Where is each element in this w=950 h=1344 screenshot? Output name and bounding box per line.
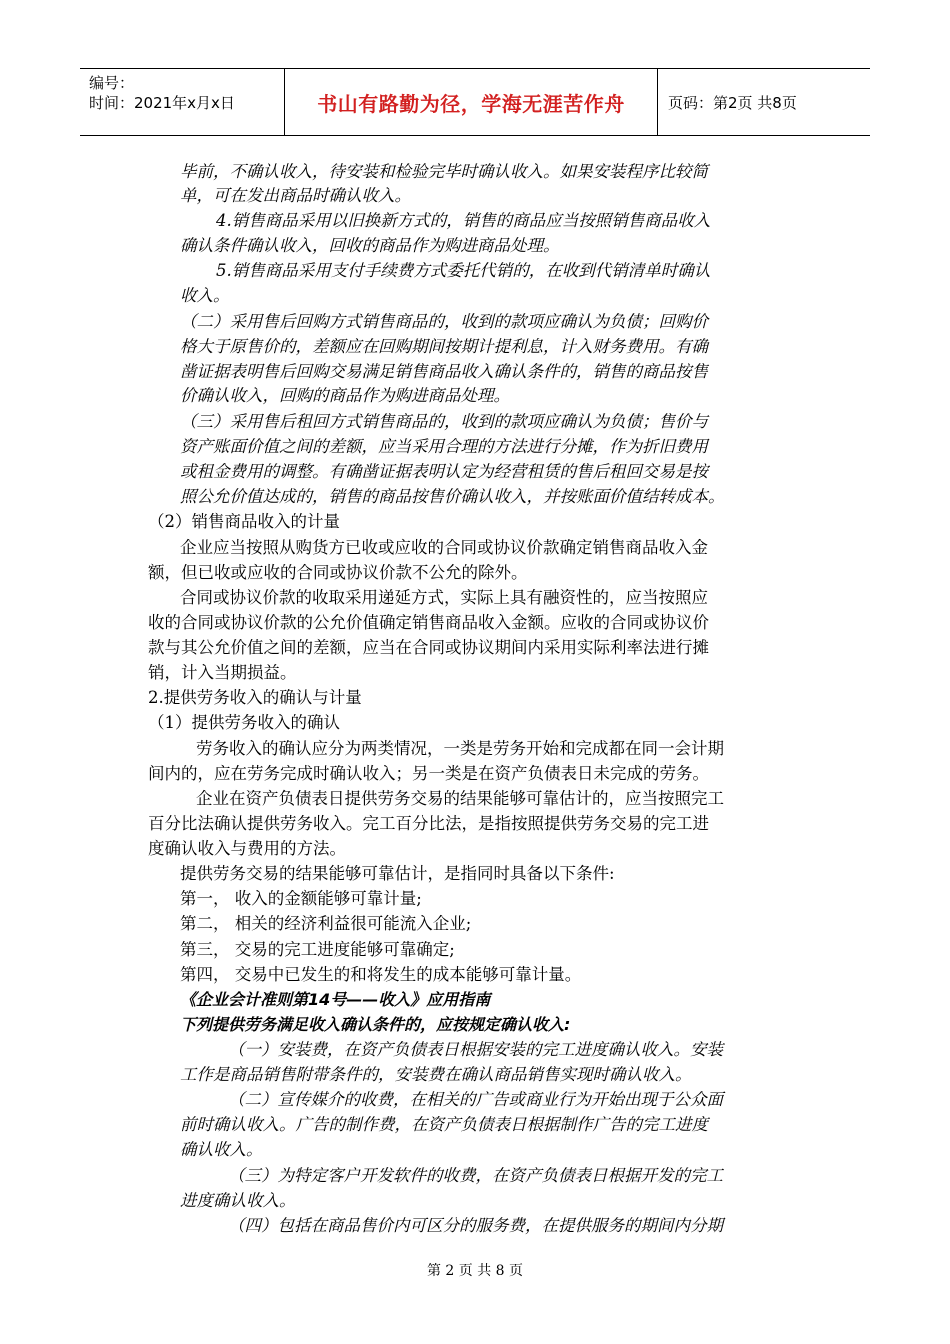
text-line: 进度确认收入。 xyxy=(180,1191,296,1210)
section-heading: 2.提供劳务收入的确认与计量 xyxy=(148,688,362,707)
text-line: 劳务收入的确认应分为两类情况，一类是劳务开始和完成都在同一会计期 xyxy=(196,739,724,758)
text-line: 额，但已收或应收的合同或协议价款不公允的除外。 xyxy=(148,563,528,582)
text-line: （二）宣传媒介的收费，在相关的广告或商业行为开始出现于公众面 xyxy=(228,1090,723,1109)
text-line: 间内的，应在劳务完成时确认收入；另一类是在资产负债表日未完成的劳务。 xyxy=(148,764,709,783)
text-line: 资产账面价值之间的差额，应当采用合理的方法进行分摊，作为折旧费用 xyxy=(180,437,708,456)
text-line: 收的合同或协议价款的公允价值确定销售商品收入金额。应收的合同或协议价 xyxy=(148,613,709,632)
list-item: 第三， 交易的完工进度能够可靠确定; xyxy=(180,940,455,959)
text-line: 百分比法确认提供劳务收入。完工百分比法，是指按照提供劳务交易的完工进 xyxy=(148,814,709,833)
text-line: 款与其公允价值之间的差额，应当在合同或协议期间内采用实际利率法进行摊 xyxy=(148,638,709,657)
text-line: 收入。 xyxy=(180,286,230,305)
section-heading: （2）销售商品收入的计量 xyxy=(148,512,340,531)
text-line: 提供劳务交易的结果能够可靠估计，是指同时具备以下条件: xyxy=(180,864,615,883)
guide-subtitle: 下列提供劳务满足收入确认条件的，应按规定确认收入: xyxy=(180,1015,571,1034)
text-line: （四）包括在商品售价内可区分的服务费，在提供服务的期间内分期 xyxy=(228,1216,723,1235)
text-line: 4.销售商品采用以旧换新方式的，销售的商品应当按照销售商品收入 xyxy=(216,211,711,230)
text-line: 或租金费用的调整。有确凿证据表明认定为经营租赁的售后租回交易是按 xyxy=(180,462,708,481)
list-item: 第四， 交易中已发生的和将发生的成本能够可靠计量。 xyxy=(180,965,582,984)
text-line: 销，计入当期损益。 xyxy=(148,663,297,682)
text-line: 毕前，不确认收入，待安装和检验完毕时确认收入。如果安装程序比较简 xyxy=(180,162,708,181)
text-line: 确认条件确认收入，回收的商品作为购进商品处理。 xyxy=(180,236,560,255)
text-line: 5.销售商品采用支付手续费方式委托代销的，在收到代销清单时确认 xyxy=(216,261,711,280)
text-line: 格大于原售价的，差额应在回购期间按期计提利息，计入财务费用。有确 xyxy=(180,337,708,356)
text-line: 企业应当按照从购货方已收或应收的合同或协议价款确定销售商品收入金 xyxy=(180,538,708,557)
text-line: 凿证据表明售后回购交易满足销售商品收入确认条件的，销售的商品按售 xyxy=(180,362,708,381)
header-motto: 书山有路勤为径，学海无涯苦作舟 xyxy=(285,69,658,135)
text-line: 合同或协议价款的收取采用递延方式，实际上具有融资性的，应当按照应 xyxy=(180,588,708,607)
page-footer: 第 2 页 共 8 页 xyxy=(426,1263,524,1279)
text-line: 工作是商品销售附带条件的，安装费在确认商品销售实现时确认收入。 xyxy=(180,1065,692,1084)
header-page-info: 页码：第2页 共8页 xyxy=(668,93,797,112)
text-line: 前时确认收入。广告的制作费，在资产负债表日根据制作广告的完工进度 xyxy=(180,1115,708,1134)
text-line: 单，可在发出商品时确认收入。 xyxy=(180,186,411,205)
section-heading: （1）提供劳务收入的确认 xyxy=(148,713,340,732)
text-line: 确认收入。 xyxy=(180,1140,263,1159)
text-line: （三）为特定客户开发软件的收费，在资产负债表日根据开发的完工 xyxy=(228,1166,723,1185)
document-number: 编号： xyxy=(89,74,135,92)
guide-title: 《企业会计准则第14号——收入》应用指南 xyxy=(180,990,491,1009)
document-time: 时间：2021年x月x日 xyxy=(89,94,235,112)
page-header xyxy=(80,68,870,136)
text-line: 价确认收入，回购的商品作为购进商品处理。 xyxy=(180,386,510,405)
list-item: 第二， 相关的经济利益很可能流入企业; xyxy=(180,914,472,933)
text-line: 企业在资产负债表日提供劳务交易的结果能够可靠估计的，应当按照完工 xyxy=(196,789,724,808)
text-line: 照公允价值达成的，销售的商品按售价确认收入，并按账面价值结转成本。 xyxy=(180,487,725,506)
text-line: （二）采用售后回购方式销售商品的，收到的款项应确认为负债；回购价 xyxy=(180,312,708,331)
text-line: （三）采用售后租回方式销售商品的，收到的款项应确认为负债；售价与 xyxy=(180,412,708,431)
list-item: 第一， 收入的金额能够可靠计量; xyxy=(180,889,422,908)
header-meta xyxy=(80,69,285,135)
text-line: 度确认收入与费用的方法。 xyxy=(148,839,346,858)
text-line: （一）安装费，在资产负债表日根据安装的完工进度确认收入。安装 xyxy=(228,1040,723,1059)
